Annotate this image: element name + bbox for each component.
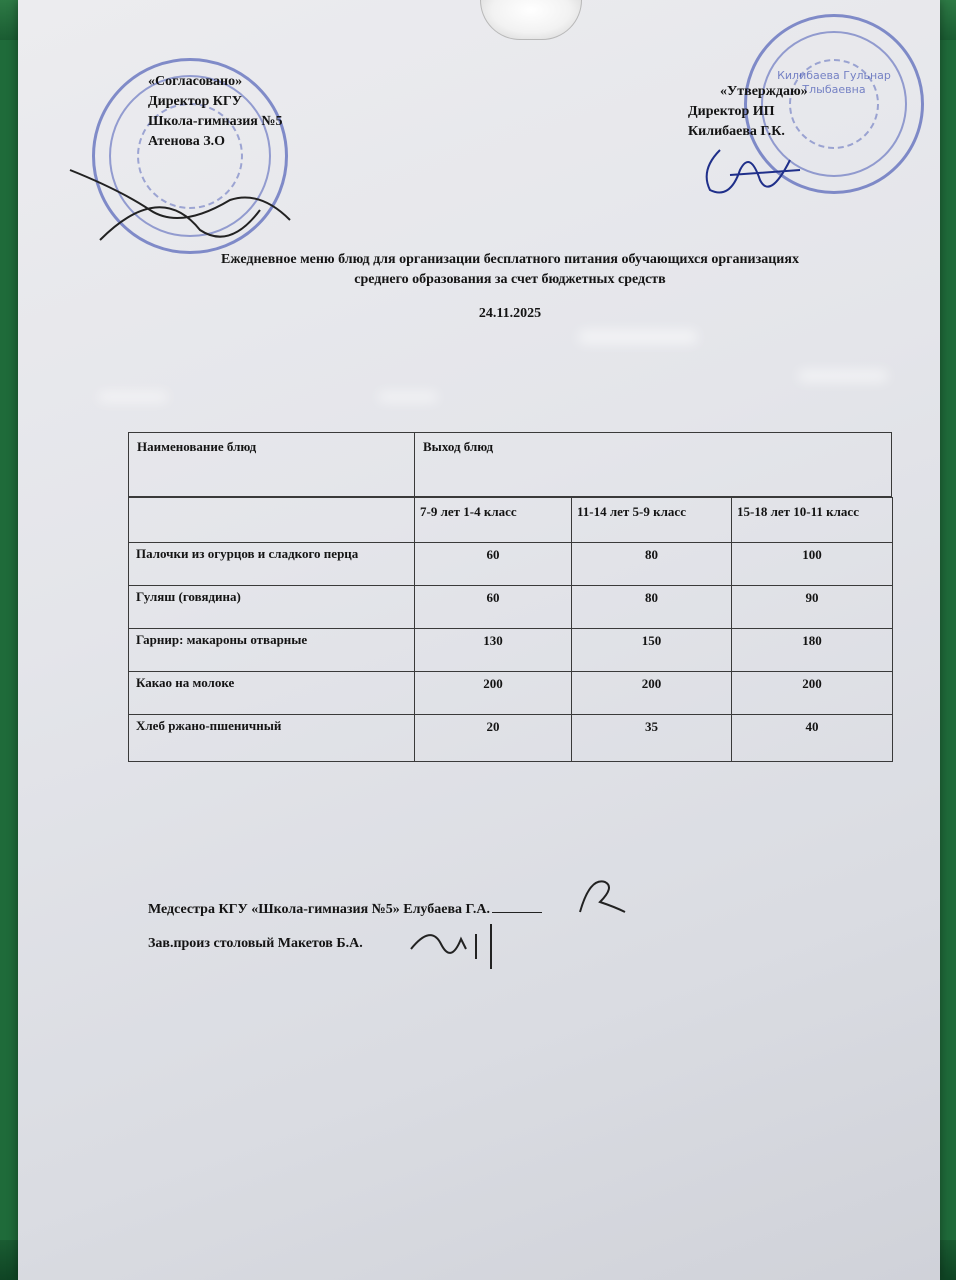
document-title	[130, 250, 890, 290]
manager-name: Зав.произ столовый Макетов Б.А.	[148, 936, 363, 951]
light-glare	[578, 330, 698, 344]
portion-value: 80	[571, 542, 732, 586]
light-glare	[378, 392, 438, 402]
header-empty-cell	[128, 497, 415, 543]
handwritten-signature-icon	[570, 872, 630, 922]
portion-value: 40	[731, 714, 893, 762]
nurse-name: Медсестра КГУ «Школа-гимназия №5» Елубаева Г.А.	[148, 902, 490, 917]
approval-person: Атенова З.О	[148, 134, 226, 149]
dish-name: Гуляш (говядина)	[128, 585, 415, 629]
manager-signature-line	[148, 936, 363, 952]
dish-name: Хлеб ржано-пшеничный	[128, 714, 415, 762]
age-group-header: 7-9 лет 1-4 класс	[414, 497, 572, 543]
approval-person: Килибаева Г.К.	[688, 124, 785, 139]
dish-name: Палочки из огурцов и сладкого перца	[128, 542, 415, 586]
table-row	[128, 585, 893, 629]
header-dish-name: Наименование блюд	[128, 432, 415, 497]
portion-value: 200	[731, 671, 893, 715]
approval-position: Директор КГУ	[148, 94, 243, 109]
table-row	[128, 628, 893, 672]
portion-value: 35	[571, 714, 732, 762]
handwritten-signature-icon	[690, 140, 810, 210]
approval-block-left	[148, 72, 282, 152]
portion-value: 60	[414, 585, 572, 629]
title-line: среднего образования за счет бюджетных средств	[354, 272, 666, 287]
title-line: Ежедневное меню блюд для организации бесплатного питания обучающихся организациях	[221, 252, 799, 267]
approval-block-right	[688, 82, 808, 142]
portion-value: 200	[571, 671, 732, 715]
approval-label: «Согласовано»	[148, 74, 243, 89]
seal-inner-text: Килибаева Гульнар Тлыбаевна	[777, 69, 891, 96]
approval-label: «Утверждаю»	[720, 84, 808, 99]
signature-underline	[492, 912, 542, 913]
dish-name: Гарнир: макароны отварные	[128, 628, 415, 672]
pushpin-icon	[480, 0, 582, 40]
menu-date: 24.11.2025	[478, 306, 542, 321]
age-group-header: 11-14 лет 5-9 класс	[571, 497, 732, 543]
handwritten-signature-icon	[406, 914, 506, 974]
portion-value: 200	[414, 671, 572, 715]
portion-value: 90	[731, 585, 893, 629]
approval-organization: Школа-гимназия №5	[148, 114, 283, 129]
handwritten-signature-icon	[60, 150, 320, 260]
light-glare	[98, 392, 168, 402]
dish-name: Какао на молоке	[128, 671, 415, 715]
table-row	[128, 714, 893, 762]
portion-value: 150	[571, 628, 732, 672]
portion-value: 60	[414, 542, 572, 586]
table-row	[128, 671, 893, 715]
table-row	[128, 542, 893, 586]
nurse-signature-line	[148, 902, 542, 918]
portion-value: 80	[571, 585, 732, 629]
age-group-header: 15-18 лет 10-11 класс	[731, 497, 893, 543]
portion-value: 100	[731, 542, 893, 586]
portion-value: 130	[414, 628, 572, 672]
approval-position: Директор ИП	[688, 104, 775, 119]
header-dish-output: Выход блюд	[414, 432, 892, 497]
portion-value: 180	[731, 628, 893, 672]
portion-value: 20	[414, 714, 572, 762]
light-glare	[798, 370, 888, 382]
